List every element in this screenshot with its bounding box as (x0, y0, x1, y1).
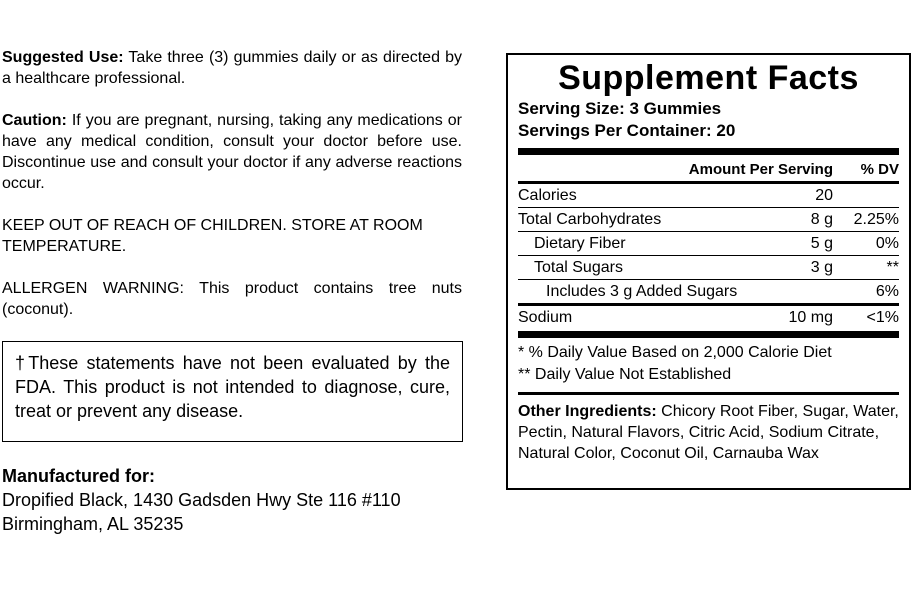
suggested-use (2, 47, 462, 89)
nutrient-label: Calories (518, 186, 577, 204)
nutrient-label: Sodium (518, 308, 573, 326)
amount-per-serving-header: Amount Per Serving (688, 160, 833, 178)
nutrient-amount: 3 g (810, 258, 833, 276)
fda-disclaimer-box: †These statements have not been evaluated by the FDA. This product is not intended to diagnose, cure, treat or prevent any disease. (2, 341, 463, 442)
other-ingredients-label: Other Ingredients: (518, 403, 657, 420)
manufacturer-info (2, 464, 462, 536)
other-ingredients (518, 401, 899, 464)
nutrient-label: Total Sugars (534, 258, 623, 276)
dv-header: % DV (860, 160, 899, 178)
thick-divider (518, 392, 899, 395)
thick-divider (518, 331, 899, 338)
serving-size: Serving Size: 3 Gummies (518, 99, 722, 118)
footnote-not-established: ** Daily Value Not Established (518, 366, 732, 383)
footnotes (518, 342, 899, 386)
nutrient-dv: 6% (875, 282, 899, 300)
caution-label: Caution: (2, 112, 67, 129)
facts-header-row (518, 157, 899, 181)
facts-title: Supplement Facts (558, 59, 859, 97)
suggested-use-label: Suggested Use: (2, 49, 124, 66)
nutrient-label: Includes 3 g Added Sugars (546, 282, 738, 300)
thick-divider (518, 148, 899, 155)
nutrient-row-calories (518, 184, 899, 207)
servings-per-container: Servings Per Container: 20 (518, 121, 736, 140)
nutrient-dv: 0% (875, 234, 899, 252)
manufacturer-address-line2: Birmingham, AL 35235 (2, 514, 184, 534)
nutrient-dv: <1% (866, 308, 899, 326)
nutrient-amount: 10 mg (788, 308, 833, 326)
nutrient-row-added-sugars (518, 280, 899, 303)
nutrient-amount: 5 g (810, 234, 833, 252)
label-text-column (2, 47, 462, 536)
manufacturer-address-line1: Dropified Black, 1430 Gadsden Hwy Ste 116 #110 (2, 490, 401, 510)
nutrient-row-total-sugars (518, 256, 899, 279)
nutrient-row-total-carbohydrates (518, 208, 899, 231)
allergen-warning: ALLERGEN WARNING: This product contains tree nuts (coconut). (2, 280, 462, 318)
nutrient-label: Dietary Fiber (534, 234, 626, 252)
footnote-daily-value: * % Daily Value Based on 2,000 Calorie Diet (518, 344, 832, 361)
suggested-use-text: Take three (3) gummies daily or as directed by a healthcare professional. (2, 49, 462, 87)
nutrient-amount: 8 g (810, 210, 833, 228)
caution (2, 110, 462, 194)
nutrient-row-dietary-fiber (518, 232, 899, 255)
nutrient-label: Total Carbohydrates (518, 210, 662, 228)
nutrient-row-sodium (518, 306, 899, 329)
manufacturer-heading: Manufactured for: (2, 466, 155, 486)
caution-text: If you are pregnant, nursing, taking any medications or have any medical condition, consult your doctor before use. Discontinue use and consult your doctor if any adverse reactions occur. (2, 112, 462, 192)
other-ingredients-text: Chicory Root Fiber, Sugar, Water, Pectin, Natural Flavors, Citric Acid, Sodium Citrate, Natural Color, Coconut Oil, Carnauba Wax (518, 403, 899, 462)
nutrient-dv: 2.25% (853, 210, 899, 228)
nutrient-dv: ** (886, 258, 899, 276)
nutrient-amount: 20 (815, 186, 833, 204)
storage-warning: KEEP OUT OF REACH OF CHILDREN. STORE AT ROOM TEMPERATURE. (2, 217, 423, 255)
supplement-facts-panel (506, 53, 911, 490)
